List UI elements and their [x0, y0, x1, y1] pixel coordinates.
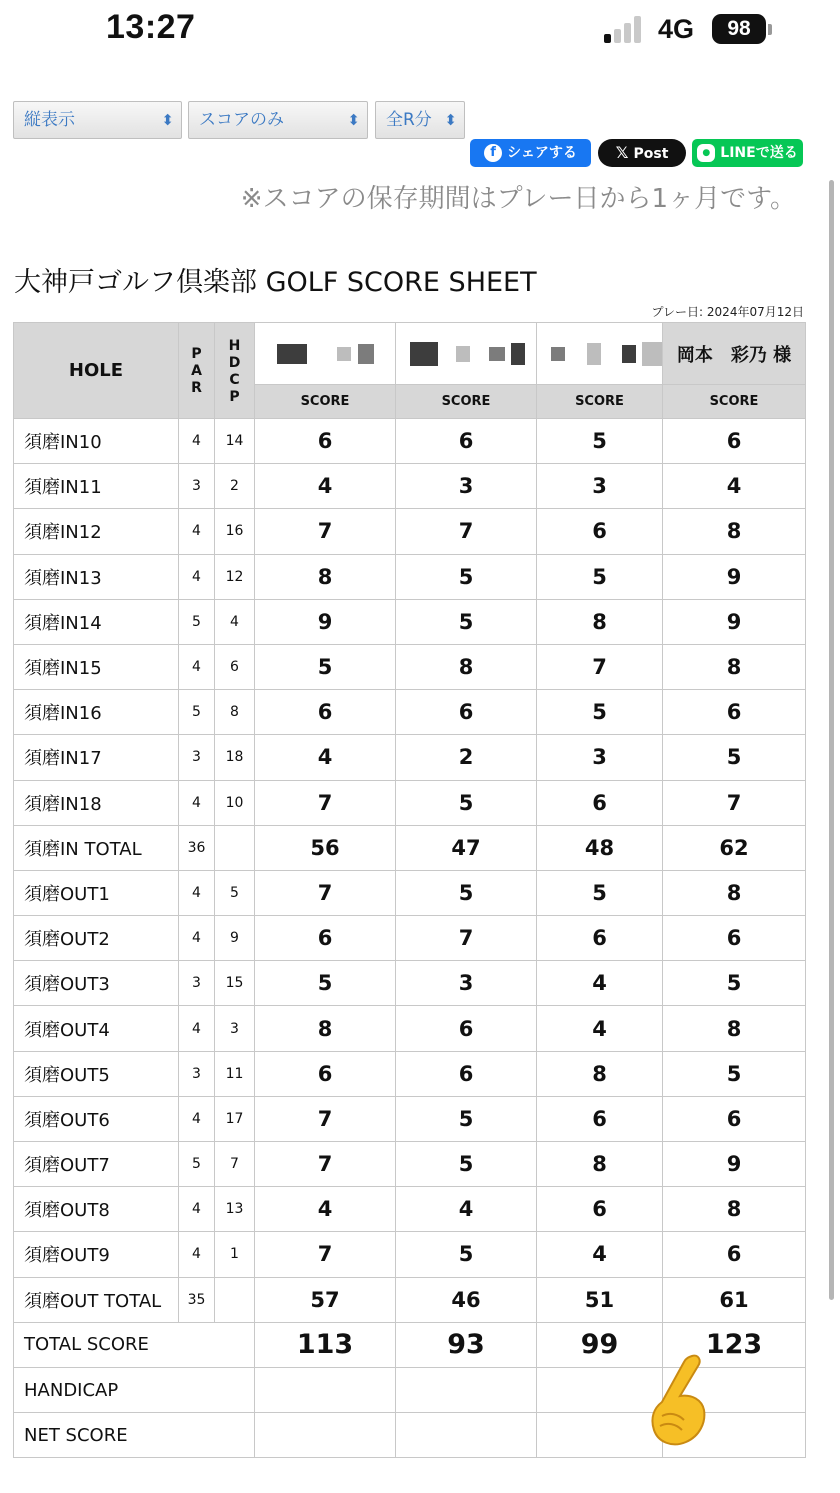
hole-score-3: 5	[537, 690, 663, 735]
hole-row	[14, 735, 806, 780]
hole-score-1: 56	[255, 825, 396, 870]
hole-par: 4	[179, 509, 215, 554]
x-post-label: Post	[633, 146, 669, 162]
facebook-share-button[interactable]	[470, 139, 591, 167]
total-score-3: 99	[537, 1322, 663, 1367]
hole-score-1: 6	[255, 419, 396, 464]
hole-score-4: 6	[663, 1232, 806, 1277]
storage-notice: ※スコアの保存期間はプレー日から1ヶ月です。	[240, 184, 796, 214]
hole-score-2: 5	[396, 554, 537, 599]
score-header-2: SCORE	[396, 385, 537, 419]
hole-score-3: 5	[537, 419, 663, 464]
hole-row	[14, 1096, 806, 1141]
facebook-icon: f	[484, 144, 502, 162]
hole-par: 5	[179, 690, 215, 735]
round-range-value: 全R分	[386, 110, 432, 130]
hole-score-4: 6	[663, 916, 806, 961]
line-share-button[interactable]	[692, 139, 803, 167]
hole-par: 3	[179, 735, 215, 780]
hole-score-3: 4	[537, 1006, 663, 1051]
hole-name: 須磨IN12	[14, 509, 179, 554]
hole-score-3: 5	[537, 870, 663, 915]
hole-name: 須磨IN15	[14, 644, 179, 689]
total-score-2: 93	[396, 1322, 537, 1367]
hole-score-2: 47	[396, 825, 537, 870]
hole-score-1: 4	[255, 464, 396, 509]
hole-score-3: 48	[537, 825, 663, 870]
header-hole: HOLE	[14, 323, 179, 419]
hole-score-1: 4	[255, 735, 396, 780]
hole-score-4: 8	[663, 870, 806, 915]
page-title: 大神戸ゴルフ倶楽部 GOLF SCORE SHEET	[14, 267, 537, 298]
player-name-3-redacted	[537, 323, 663, 385]
hole-score-2: 6	[396, 419, 537, 464]
hole-score-2: 2	[396, 735, 537, 780]
hole-par: 5	[179, 599, 215, 644]
hole-score-4: 61	[663, 1277, 806, 1322]
hole-hdcp: 17	[215, 1096, 255, 1141]
hole-par: 3	[179, 961, 215, 1006]
hole-hdcp: 16	[215, 509, 255, 554]
hole-score-3: 51	[537, 1277, 663, 1322]
hole-score-4: 7	[663, 780, 806, 825]
hole-score-1: 7	[255, 780, 396, 825]
hole-score-2: 5	[396, 1232, 537, 1277]
net-score-label: NET SCORE	[14, 1413, 255, 1458]
facebook-share-label: シェアする	[507, 145, 577, 161]
hole-score-2: 4	[396, 1187, 537, 1232]
score-filter-select[interactable]	[188, 101, 368, 139]
status-bar	[0, 0, 840, 60]
hole-score-1: 6	[255, 690, 396, 735]
hole-name: 須磨IN11	[14, 464, 179, 509]
hole-hdcp: 9	[215, 916, 255, 961]
hole-hdcp: 3	[215, 1006, 255, 1051]
hole-hdcp: 6	[215, 644, 255, 689]
hole-name: 須磨OUT8	[14, 1187, 179, 1232]
score-header-4: SCORE	[663, 385, 806, 419]
hole-hdcp: 2	[215, 464, 255, 509]
hole-hdcp: 10	[215, 780, 255, 825]
hole-par: 3	[179, 464, 215, 509]
hole-score-2: 5	[396, 1096, 537, 1141]
chevron-updown-icon: ⬍	[347, 111, 360, 129]
hole-par: 4	[179, 870, 215, 915]
hole-score-1: 9	[255, 599, 396, 644]
hole-row	[14, 464, 806, 509]
x-post-button[interactable]	[598, 139, 686, 167]
hole-score-2: 3	[396, 961, 537, 1006]
battery-tip	[768, 24, 772, 35]
hole-hdcp	[215, 1277, 255, 1322]
hole-score-1: 7	[255, 1142, 396, 1187]
hole-score-1: 7	[255, 509, 396, 554]
hole-score-4: 5	[663, 961, 806, 1006]
hole-hdcp: 14	[215, 419, 255, 464]
hole-par: 4	[179, 419, 215, 464]
hole-name: 須磨OUT6	[14, 1096, 179, 1141]
hole-name: 須磨OUT5	[14, 1051, 179, 1096]
hole-score-1: 7	[255, 1096, 396, 1141]
hole-par: 35	[179, 1277, 215, 1322]
hole-score-2: 8	[396, 644, 537, 689]
hole-score-3: 8	[537, 599, 663, 644]
hole-score-4: 8	[663, 509, 806, 554]
hole-score-4: 8	[663, 1006, 806, 1051]
hole-score-1: 8	[255, 554, 396, 599]
chevron-updown-icon: ⬍	[161, 111, 174, 129]
handicap-2	[396, 1367, 537, 1412]
hole-score-4: 5	[663, 735, 806, 780]
hole-score-2: 6	[396, 1051, 537, 1096]
net-score-2	[396, 1413, 537, 1458]
hole-score-2: 7	[396, 916, 537, 961]
score-header-1: SCORE	[255, 385, 396, 419]
hole-score-3: 6	[537, 916, 663, 961]
hole-score-1: 6	[255, 1051, 396, 1096]
round-range-select[interactable]	[375, 101, 465, 139]
hole-score-2: 5	[396, 1142, 537, 1187]
hole-score-3: 3	[537, 735, 663, 780]
hole-name: 須磨IN TOTAL	[14, 825, 179, 870]
play-date: プレー日: 2024年07月12日	[651, 305, 804, 319]
hole-score-1: 5	[255, 961, 396, 1006]
hole-hdcp: 13	[215, 1187, 255, 1232]
hole-score-2: 5	[396, 599, 537, 644]
hole-name: 須磨OUT2	[14, 916, 179, 961]
player-name-4: 岡本 彩乃 様	[663, 323, 806, 385]
header-par: P A R	[179, 323, 215, 419]
hole-score-3: 6	[537, 509, 663, 554]
score-table	[13, 322, 806, 1458]
hole-row	[14, 825, 806, 870]
hole-score-3: 8	[537, 1051, 663, 1096]
hole-row	[14, 780, 806, 825]
handicap-label: HANDICAP	[14, 1367, 255, 1412]
hole-score-2: 6	[396, 690, 537, 735]
hole-hdcp: 4	[215, 599, 255, 644]
hole-par: 4	[179, 1006, 215, 1051]
hole-hdcp: 12	[215, 554, 255, 599]
hole-name: 須磨IN10	[14, 419, 179, 464]
hole-row	[14, 961, 806, 1006]
hole-score-3: 8	[537, 1142, 663, 1187]
hole-score-1: 5	[255, 644, 396, 689]
hole-name: 須磨IN18	[14, 780, 179, 825]
hole-par: 3	[179, 1051, 215, 1096]
hole-name: 須磨OUT3	[14, 961, 179, 1006]
hole-name: 須磨IN17	[14, 735, 179, 780]
hole-name: 須磨IN13	[14, 554, 179, 599]
hole-row	[14, 1277, 806, 1322]
hole-score-4: 6	[663, 690, 806, 735]
hole-row	[14, 419, 806, 464]
hole-par: 4	[179, 644, 215, 689]
signal-strength-icon	[604, 15, 648, 43]
hole-hdcp: 15	[215, 961, 255, 1006]
hole-par: 4	[179, 780, 215, 825]
hole-score-3: 6	[537, 1096, 663, 1141]
hole-score-4: 62	[663, 825, 806, 870]
hole-score-4: 4	[663, 464, 806, 509]
handicap-1	[255, 1367, 396, 1412]
hole-name: 須磨OUT TOTAL	[14, 1277, 179, 1322]
hole-score-4: 6	[663, 1096, 806, 1141]
network-type: 4G	[658, 14, 695, 44]
hole-score-4: 9	[663, 554, 806, 599]
total-score-label: TOTAL SCORE	[14, 1322, 255, 1367]
hole-score-3: 6	[537, 1187, 663, 1232]
player-name-2-redacted	[396, 323, 537, 385]
hole-row	[14, 870, 806, 915]
hole-row	[14, 1142, 806, 1187]
hole-row	[14, 599, 806, 644]
hole-score-2: 6	[396, 1006, 537, 1051]
hole-row	[14, 916, 806, 961]
chevron-updown-icon: ⬍	[444, 111, 457, 129]
hole-score-1: 4	[255, 1187, 396, 1232]
battery-icon: 98	[712, 14, 766, 44]
hole-score-3: 4	[537, 961, 663, 1006]
net-score-1	[255, 1413, 396, 1458]
hole-score-2: 5	[396, 780, 537, 825]
status-time: 13:27	[106, 8, 196, 46]
hole-name: 須磨OUT4	[14, 1006, 179, 1051]
hole-score-2: 46	[396, 1277, 537, 1322]
hole-par: 5	[179, 1142, 215, 1187]
hole-row	[14, 1006, 806, 1051]
hole-name: 須磨IN16	[14, 690, 179, 735]
hole-hdcp: 1	[215, 1232, 255, 1277]
display-mode-select[interactable]	[13, 101, 182, 139]
hole-score-3: 3	[537, 464, 663, 509]
page-scrollbar[interactable]	[829, 180, 834, 1300]
score-filter-value: スコアのみ	[199, 110, 284, 130]
hole-row	[14, 554, 806, 599]
line-icon: ●	[697, 144, 715, 162]
hole-score-1: 7	[255, 1232, 396, 1277]
x-logo-icon: 𝕏	[615, 143, 629, 162]
hole-par: 4	[179, 1187, 215, 1232]
hole-score-4: 8	[663, 644, 806, 689]
hole-name: 須磨OUT7	[14, 1142, 179, 1187]
hole-par: 4	[179, 554, 215, 599]
hole-score-3: 7	[537, 644, 663, 689]
hole-hdcp: 7	[215, 1142, 255, 1187]
hole-name: 須磨IN14	[14, 599, 179, 644]
hole-score-4: 8	[663, 1187, 806, 1232]
hole-name: 須磨OUT9	[14, 1232, 179, 1277]
hole-score-2: 5	[396, 870, 537, 915]
hole-par: 4	[179, 1096, 215, 1141]
hole-score-2: 7	[396, 509, 537, 554]
hole-score-1: 7	[255, 870, 396, 915]
hole-row	[14, 1051, 806, 1096]
total-score-1: 113	[255, 1322, 396, 1367]
display-mode-value: 縦表示	[24, 110, 75, 130]
hole-row	[14, 1232, 806, 1277]
hole-score-3: 5	[537, 554, 663, 599]
player-name-1-redacted	[255, 323, 396, 385]
hole-hdcp: 11	[215, 1051, 255, 1096]
hole-score-4: 6	[663, 419, 806, 464]
score-header-3: SCORE	[537, 385, 663, 419]
hole-score-1: 57	[255, 1277, 396, 1322]
total-score-4: 123	[663, 1322, 806, 1367]
hole-hdcp: 8	[215, 690, 255, 735]
hole-score-1: 8	[255, 1006, 396, 1051]
hole-row	[14, 1187, 806, 1232]
header-hdcp: H D C P	[215, 323, 255, 419]
hole-row	[14, 509, 806, 554]
hole-hdcp: 18	[215, 735, 255, 780]
score-body	[14, 419, 806, 1458]
hole-score-3: 4	[537, 1232, 663, 1277]
hole-par: 4	[179, 916, 215, 961]
hole-par: 4	[179, 1232, 215, 1277]
pointing-finger-icon	[640, 1352, 720, 1452]
hole-score-4: 9	[663, 599, 806, 644]
hole-score-2: 3	[396, 464, 537, 509]
hole-score-3: 6	[537, 780, 663, 825]
hole-name: 須磨OUT1	[14, 870, 179, 915]
hole-row	[14, 690, 806, 735]
hole-score-4: 9	[663, 1142, 806, 1187]
hole-par: 36	[179, 825, 215, 870]
hole-score-1: 6	[255, 916, 396, 961]
line-share-label: LINEで送る	[720, 145, 798, 161]
hole-hdcp: 5	[215, 870, 255, 915]
hole-hdcp	[215, 825, 255, 870]
hole-score-4: 5	[663, 1051, 806, 1096]
hole-row	[14, 644, 806, 689]
